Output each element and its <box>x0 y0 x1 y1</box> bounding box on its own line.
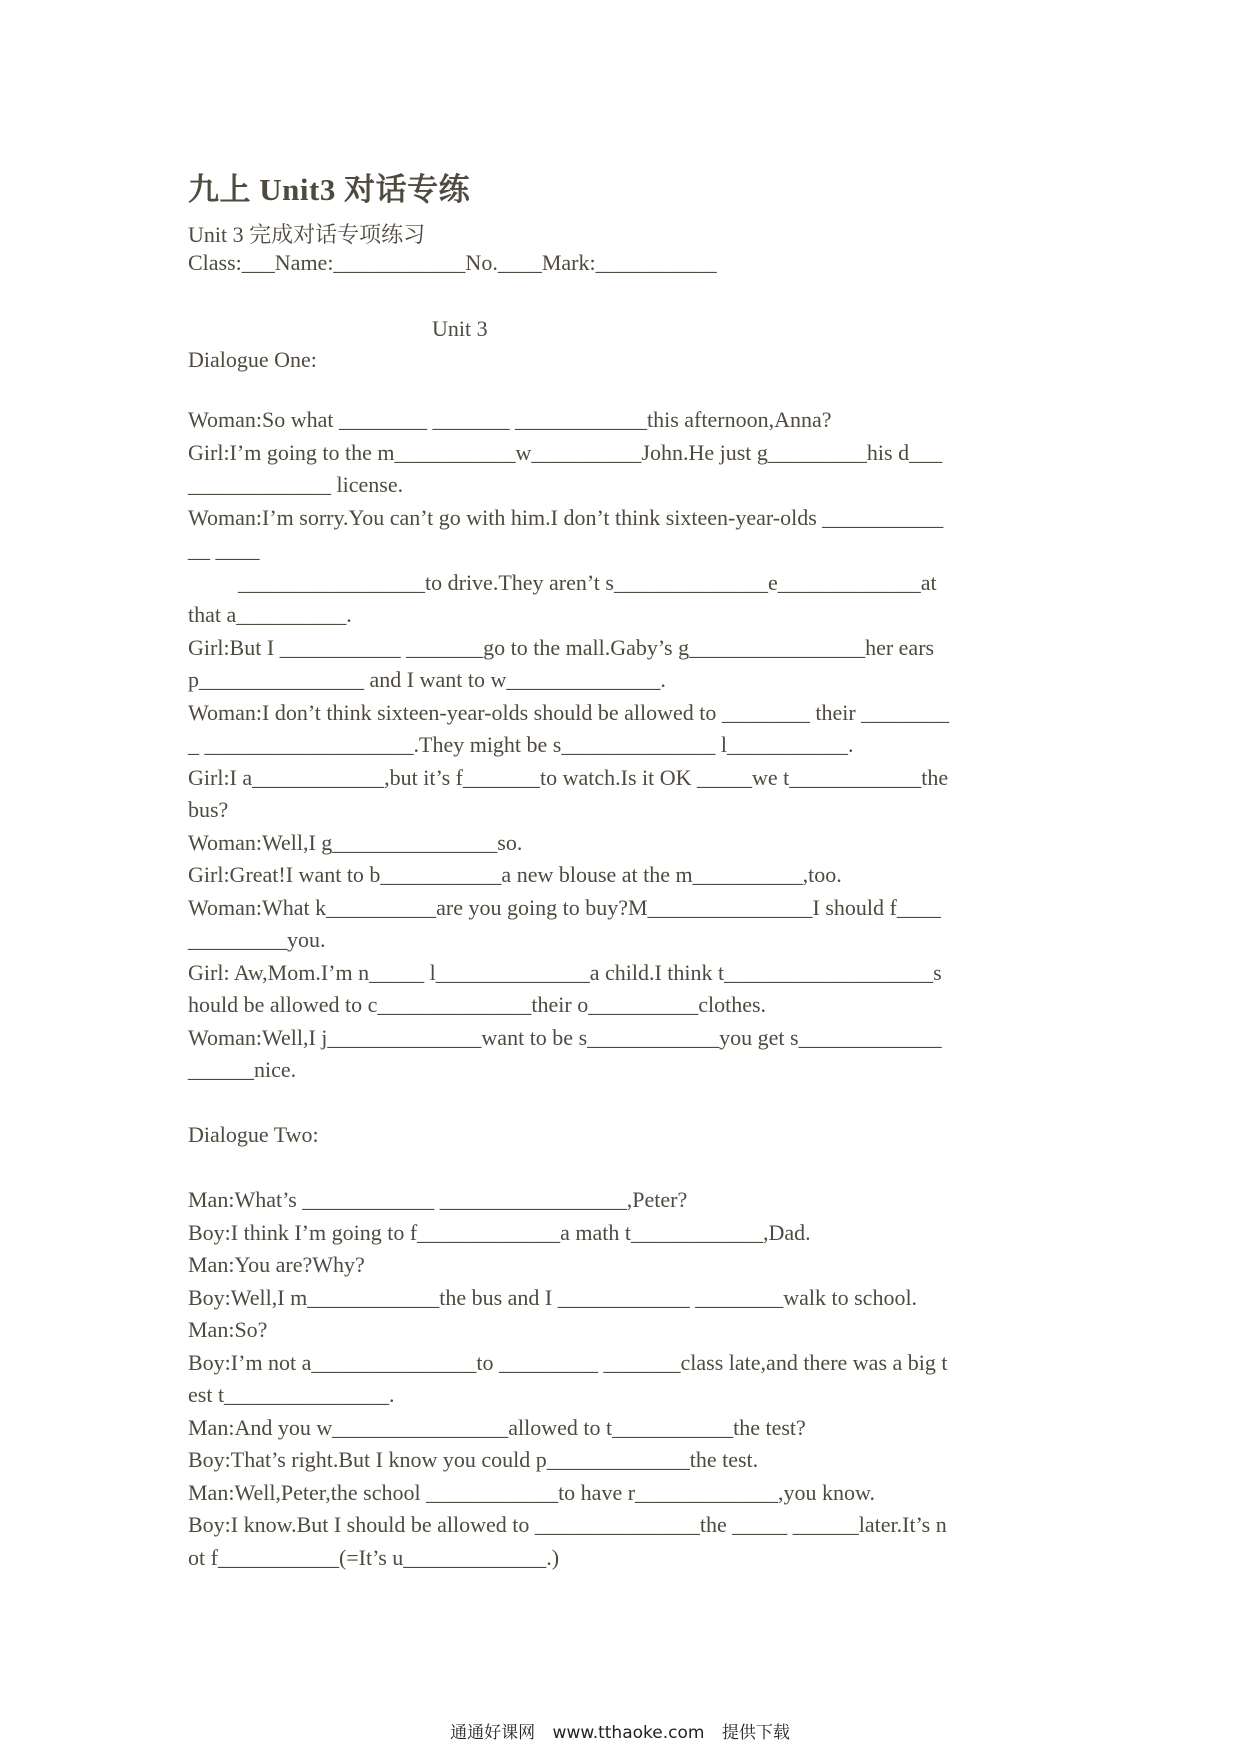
dialogue-line: Girl:But I ___________ _______go to the mall.Gaby’s g________________her ears <box>188 634 935 660</box>
dialogue-line: p_______________ and I want to w______________. <box>188 667 666 692</box>
dialogue-line: _________you. <box>188 927 326 952</box>
dialogue-line: Woman:So what ________ _______ ____________this afternoon,Anna? <box>188 407 832 432</box>
footer-site-name: 通通好课网 <box>450 1723 536 1743</box>
dialogue-line: Woman:What k__________are you going to buy?M_______________I should f____ <box>188 894 941 920</box>
dialogue-line: ______nice. <box>188 1057 297 1082</box>
dialogue-line: __ ____ <box>188 537 260 562</box>
document-subtitle: Unit 3 完成对话专项练习 <box>188 222 426 247</box>
dialogue-line: Boy:That’s right.But I know you could p_____________the test. <box>188 1447 759 1472</box>
dialogue-line: Girl:Great!I want to b___________a new blouse at the m__________,too. <box>188 862 842 887</box>
dialogue-line: Boy:I’m not a_______________to _________ _______class late,and there was a big t <box>188 1349 948 1375</box>
blank-line <box>188 1152 1050 1185</box>
student-info-line: Class:___Name:____________No.____Mark:___________ <box>188 250 717 275</box>
blank-line <box>188 1087 1050 1120</box>
dialogue-line: Man:What’s ____________ _________________,Peter? <box>188 1187 688 1212</box>
footer-url-link[interactable]: www.tthaoke.com <box>552 1723 705 1743</box>
dialogue-line: ot f___________(=It’s u_____________.) <box>188 1544 560 1570</box>
dialogue-body <box>188 404 1050 1574</box>
footer-tagline: 提供下载 <box>721 1723 790 1743</box>
dialogue-line: Man:Well,Peter,the school ____________to have r_____________,you know. <box>188 1479 875 1505</box>
dialogue-line: Girl: Aw,Mom.I’m n_____ l______________a child.I think t___________________s <box>188 959 942 985</box>
unit-heading: Unit 3 <box>432 316 488 341</box>
dialogue-line: that a__________. <box>188 602 352 627</box>
dialogue-line: Woman:I don’t think sixteen-year-olds should be allowed to ________ their ________ <box>188 699 950 725</box>
dialogue-line: Boy:Well,I m____________the bus and I ____________ ________walk to school. <box>188 1284 918 1310</box>
dialogue-line: Girl:I a____________,but it’s f_______to watch.Is it OK _____we t____________the <box>188 764 949 790</box>
dialogue-line: Man:So? <box>188 1317 268 1342</box>
dialogue-line: Boy:I know.But I should be allowed to _______________the _____ ______later.It’s n <box>188 1512 947 1537</box>
dialogue-line: est t_______________. <box>188 1382 395 1407</box>
dialogue-line: Woman:Well,I g_______________so. <box>188 829 523 855</box>
document-title: 九上 Unit3 对话专练 <box>188 172 471 207</box>
dialogue-line: Woman:I’m sorry.You can’t go with him.I don’t think sixteen-year-olds ___________ <box>188 504 944 530</box>
dialogue-two-heading: Dialogue Two: <box>188 1122 319 1147</box>
dialogue-line: _________________to drive.They aren’t s______________e_____________at <box>238 569 937 595</box>
dialogue-line: _ ___________________.They might be s______________ l___________. <box>188 732 854 757</box>
dialogue-line: Boy:I think I’m going to f_____________a math t____________,Dad. <box>188 1219 811 1245</box>
dialogue-line: Man:And you w________________allowed to t___________the test? <box>188 1414 806 1440</box>
dialogue-line: Girl:I’m going to the m___________w__________John.He just g_________his d___ <box>188 439 943 465</box>
dialogue-line: Man:You are?Why? <box>188 1252 365 1277</box>
dialogue-line: _____________ license. <box>188 472 404 497</box>
dialogue-line: hould be allowed to c______________their o__________clothes. <box>188 992 767 1017</box>
dialogue-line: Woman:Well,I j______________want to be s____________you get s_____________ <box>188 1024 942 1050</box>
page-footer <box>0 1718 1240 1743</box>
dialogue-one-heading: Dialogue One: <box>188 347 317 372</box>
dialogue-line: bus? <box>188 797 229 822</box>
